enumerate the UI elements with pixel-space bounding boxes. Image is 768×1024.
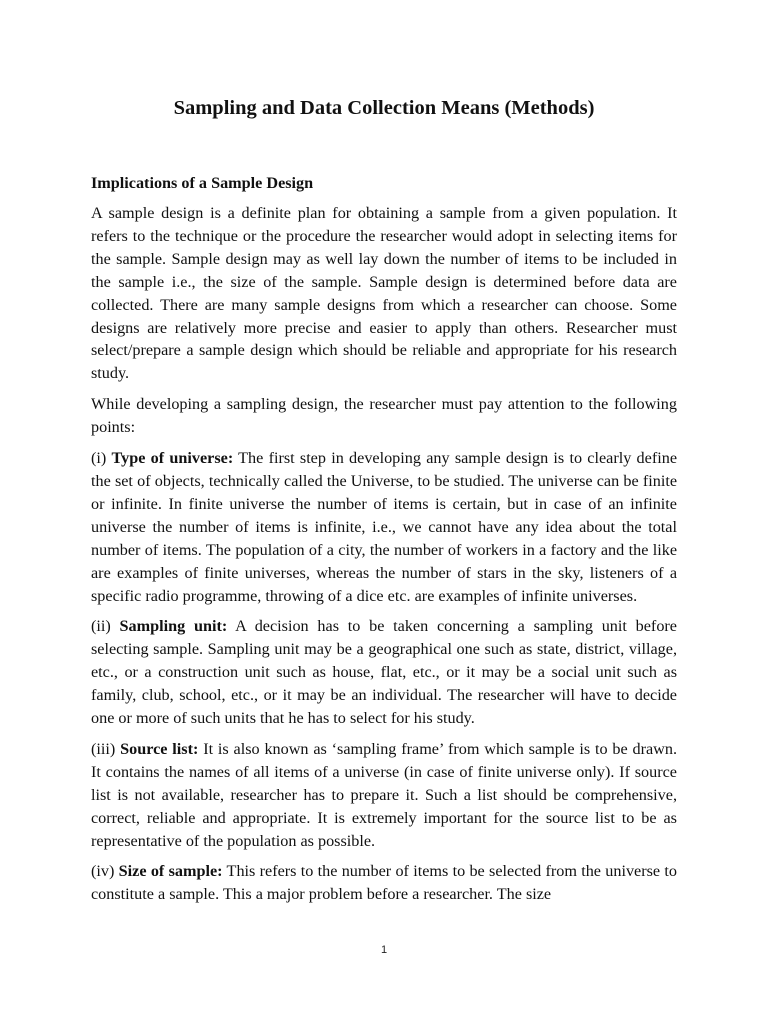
section-heading: Implications of a Sample Design	[91, 174, 314, 192]
point-source-list	[91, 738, 677, 853]
point-sampling-unit	[91, 615, 677, 730]
point-term: Source list:	[120, 739, 199, 758]
point-text: A decision has to be taken concerning a sampling unit before selecting sample. Sampling unit may be a geographical one such as state, district, village, etc., or a construction unit such as house, flat, etc., or it may be a social unit such as family, club, school, etc., or it may be an individual. The researcher will have to decide one or more of such units that he has to select for his study.	[91, 617, 677, 728]
point-text: It is also known as ‘sampling frame’ from which sample is to be drawn. It contains the names of all items of a universe (in case of finite universe only). If source list is not available, researcher has to prepare it. Such a list should be comprehensive, correct, reliable and appropriate. It is extremely important for the source list to be as representative of the population as possible.	[91, 739, 677, 850]
point-type-of-universe	[91, 447, 677, 607]
intro-paragraph: A sample design is a definite plan for obtaining a sample from a given population. It refers to the technique or the procedure the researcher would adopt in selecting items for the sample. Sample design may as well lay down the number of items to be included in the sample i.e., the size of the sample. Sample design is determined before data are collected. There are many sample designs from which a researcher can choose. Some designs are relatively more precise and easier to apply than others. Researcher must select/prepare a sample design which should be reliable and appropriate for his research study.	[91, 204, 677, 383]
point-term: Sampling unit:	[119, 617, 228, 636]
point-number: (iii)	[91, 739, 121, 758]
point-number: (i)	[91, 449, 112, 468]
point-number: (iv)	[91, 862, 119, 881]
point-size-of-sample	[91, 860, 677, 906]
point-number: (ii)	[91, 617, 120, 636]
document-title: Sampling and Data Collection Means (Methods)	[173, 97, 595, 119]
point-text: The first step in developing any sample design is to clearly define the set of objects, technically called the Universe, to be studied. The universe can be finite or infinite. In finite universe the number of items is certain, but in case of an infinite universe the number of items is infinite, i.e., we cannot have any idea about the total number of items. The population of a city, the number of workers in a factory and the like are examples of finite universes, whereas the number of stars in the sky, listeners of a specific radio programme, throwing of a dice etc. are examples of infinite universes.	[91, 449, 678, 605]
page-number: 1	[380, 944, 388, 956]
point-term: Type of universe:	[111, 449, 234, 468]
point-term: Size of sample:	[118, 862, 223, 881]
document-body	[91, 172, 677, 914]
lead-paragraph: While developing a sampling design, the researcher must pay attention to the following points:	[91, 395, 677, 437]
point-text: This refers to the number of items to be selected from the universe to constitute a sample. This a major problem before a researcher. The size	[91, 862, 677, 904]
